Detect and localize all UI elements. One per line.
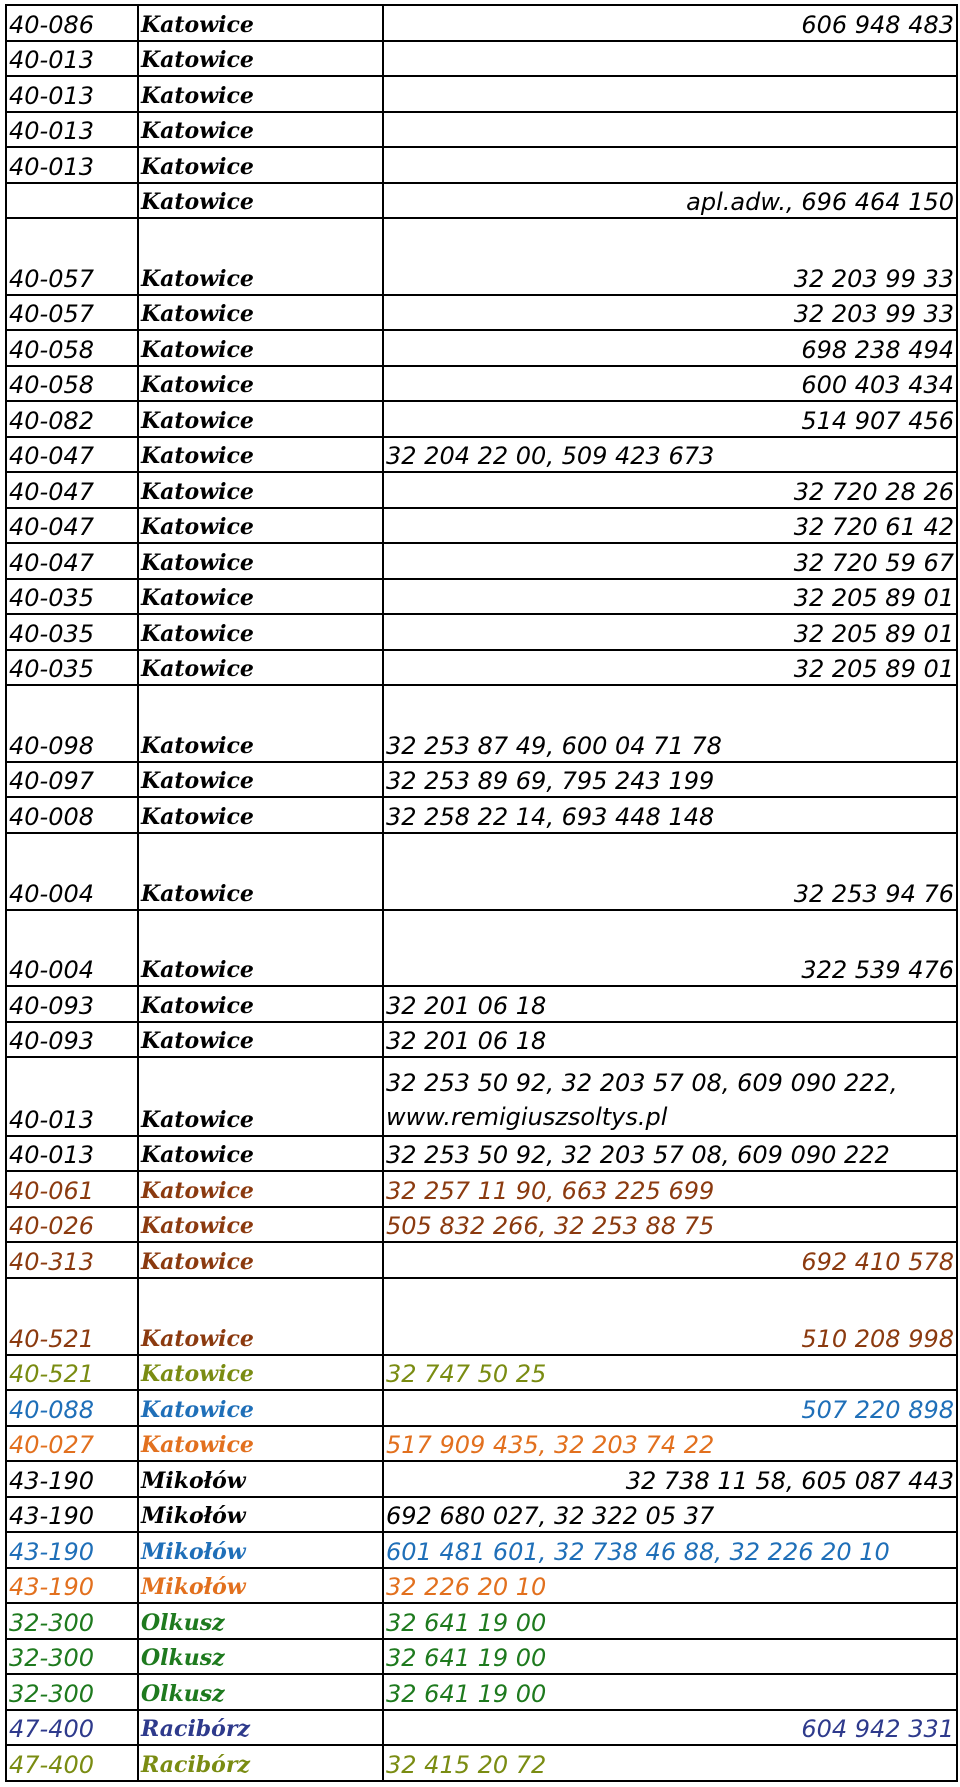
phone-cell: 606 948 483: [383, 5, 957, 41]
city-cell: Mikołów: [138, 1532, 383, 1568]
table-row: [6, 1639, 957, 1675]
phone-cell: 698 238 494: [383, 330, 957, 366]
table-row: [6, 5, 957, 41]
phone-cell: 32 203 99 33: [383, 295, 957, 331]
table-row: [6, 833, 957, 910]
table-row: [6, 614, 957, 650]
city-cell: Racibórz: [138, 1745, 383, 1781]
city-cell: Katowice: [138, 650, 383, 686]
table-row: [6, 762, 957, 798]
city-cell: Katowice: [138, 1426, 383, 1462]
city-cell: Katowice: [138, 986, 383, 1022]
postal-code-cell: 40-313: [6, 1242, 138, 1278]
city-cell: Katowice: [138, 41, 383, 77]
city-cell: Katowice: [138, 1057, 383, 1136]
table-row: [6, 797, 957, 833]
postal-code-cell: 47-400: [6, 1710, 138, 1746]
table-row: [6, 1745, 957, 1781]
city-cell: Katowice: [138, 1171, 383, 1207]
postal-code-cell: 40-057: [6, 295, 138, 331]
city-cell: Katowice: [138, 112, 383, 148]
postal-code-cell: 40-047: [6, 543, 138, 579]
postal-code-cell: 40-035: [6, 579, 138, 615]
phone-cell: 507 220 898: [383, 1390, 957, 1426]
phone-cell: 32 201 06 18: [383, 986, 957, 1022]
postal-code-cell: 40-082: [6, 401, 138, 437]
postal-code-cell: 40-521: [6, 1278, 138, 1355]
postal-code-cell: 40-098: [6, 685, 138, 762]
postal-code-cell: 40-047: [6, 472, 138, 508]
city-cell: Katowice: [138, 147, 383, 183]
phone-cell: 32 415 20 72: [383, 1745, 957, 1781]
phone-cell: 32 204 22 00, 509 423 673: [383, 437, 957, 473]
city-cell: Katowice: [138, 366, 383, 402]
phone-cell: 32 720 28 26: [383, 472, 957, 508]
table-row: [6, 1568, 957, 1604]
table-row: [6, 685, 957, 762]
table-row: [6, 1355, 957, 1391]
table-row: [6, 1497, 957, 1533]
table-row: [6, 112, 957, 148]
city-cell: Olkusz: [138, 1674, 383, 1710]
postal-code-cell: 40-086: [6, 5, 138, 41]
table-row: [6, 1710, 957, 1746]
table-row: [6, 650, 957, 686]
postal-code-cell: 40-027: [6, 1426, 138, 1462]
postal-code-cell: 40-004: [6, 910, 138, 987]
postal-code-cell: 32-300: [6, 1674, 138, 1710]
city-cell: Katowice: [138, 330, 383, 366]
phone-cell: 32 720 59 67: [383, 543, 957, 579]
postal-code-cell: 40-013: [6, 112, 138, 148]
postal-code-cell: 40-057: [6, 218, 138, 295]
phone-cell: 32 257 11 90, 663 225 699: [383, 1171, 957, 1207]
phone-cell: 32 226 20 10: [383, 1568, 957, 1604]
phone-cell: 514 907 456: [383, 401, 957, 437]
city-cell: Katowice: [138, 910, 383, 987]
city-cell: Katowice: [138, 579, 383, 615]
city-cell: Katowice: [138, 797, 383, 833]
city-cell: Katowice: [138, 762, 383, 798]
postal-code-cell: [6, 183, 138, 219]
phone-cell: 32 641 19 00: [383, 1674, 957, 1710]
city-cell: Katowice: [138, 1390, 383, 1426]
postal-code-cell: 40-035: [6, 614, 138, 650]
table-row: [6, 401, 957, 437]
table-row: [6, 295, 957, 331]
phone-cell: 32 738 11 58, 605 087 443: [383, 1461, 957, 1497]
city-cell: Mikołów: [138, 1461, 383, 1497]
table-row: [6, 1461, 957, 1497]
postal-code-cell: 43-190: [6, 1532, 138, 1568]
table-row: [6, 218, 957, 295]
postal-code-cell: 40-097: [6, 762, 138, 798]
city-cell: Katowice: [138, 1242, 383, 1278]
postal-code-cell: 40-026: [6, 1207, 138, 1243]
postal-code-cell: 43-190: [6, 1568, 138, 1604]
table-row: [6, 1022, 957, 1058]
table-row: [6, 1532, 957, 1568]
postal-code-cell: 40-013: [6, 41, 138, 77]
postal-code-cell: 40-008: [6, 797, 138, 833]
table-row: [6, 508, 957, 544]
city-cell: Racibórz: [138, 1710, 383, 1746]
table-row: [6, 183, 957, 219]
city-cell: Katowice: [138, 295, 383, 331]
city-cell: Mikołów: [138, 1497, 383, 1533]
phone-cell: apl.adw., 696 464 150: [383, 183, 957, 219]
postal-code-cell: 40-013: [6, 147, 138, 183]
postal-code-cell: 40-088: [6, 1390, 138, 1426]
postal-code-cell: 47-400: [6, 1745, 138, 1781]
table-row: [6, 986, 957, 1022]
city-cell: Katowice: [138, 1136, 383, 1172]
postal-code-cell: 40-047: [6, 508, 138, 544]
postal-code-cell: 40-004: [6, 833, 138, 910]
postal-code-cell: 32-300: [6, 1603, 138, 1639]
phone-cell: 322 539 476: [383, 910, 957, 987]
city-cell: Katowice: [138, 437, 383, 473]
city-cell: Katowice: [138, 5, 383, 41]
table-row: [6, 366, 957, 402]
phone-cell: 32 720 61 42: [383, 508, 957, 544]
table-row: [6, 1426, 957, 1462]
postal-code-cell: 40-521: [6, 1355, 138, 1391]
phone-cell: 32 641 19 00: [383, 1603, 957, 1639]
table-row: [6, 1057, 957, 1136]
phone-cell: 32 205 89 01: [383, 614, 957, 650]
postal-code-cell: 32-300: [6, 1639, 138, 1675]
table-row: [6, 76, 957, 112]
phone-cell: 32 203 99 33: [383, 218, 957, 295]
city-cell: Katowice: [138, 685, 383, 762]
phone-cell: 517 909 435, 32 203 74 22: [383, 1426, 957, 1462]
phone-cell: 32 258 22 14, 693 448 148: [383, 797, 957, 833]
city-cell: Mikołów: [138, 1568, 383, 1604]
table-row: [6, 1278, 957, 1355]
postal-code-cell: 40-058: [6, 366, 138, 402]
phone-cell: 32 253 50 92, 32 203 57 08, 609 090 222: [383, 1136, 957, 1172]
phone-cell: 32 253 50 92, 32 203 57 08, 609 090 222, www.remigiuszsoltys.pl: [383, 1057, 957, 1136]
phone-cell: [383, 76, 957, 112]
postal-code-cell: 43-190: [6, 1497, 138, 1533]
table-row: [6, 543, 957, 579]
city-cell: Katowice: [138, 1207, 383, 1243]
city-cell: Katowice: [138, 1355, 383, 1391]
postal-code-cell: 40-047: [6, 437, 138, 473]
table-row: [6, 579, 957, 615]
city-cell: Katowice: [138, 543, 383, 579]
phone-cell: 32 747 50 25: [383, 1355, 957, 1391]
table-row: [6, 1171, 957, 1207]
table-row: [6, 1242, 957, 1278]
table-row: [6, 910, 957, 987]
city-cell: Katowice: [138, 183, 383, 219]
phone-cell: [383, 41, 957, 77]
phone-cell: 32 253 89 69, 795 243 199: [383, 762, 957, 798]
table-row: [6, 472, 957, 508]
address-table: [5, 4, 958, 1782]
phone-cell: 601 481 601, 32 738 46 88, 32 226 20 10: [383, 1532, 957, 1568]
phone-cell: 692 410 578: [383, 1242, 957, 1278]
phone-cell: 32 253 87 49, 600 04 71 78: [383, 685, 957, 762]
table-row: [6, 1603, 957, 1639]
city-cell: Katowice: [138, 218, 383, 295]
city-cell: Katowice: [138, 1022, 383, 1058]
phone-cell: 32 253 94 76: [383, 833, 957, 910]
city-cell: Katowice: [138, 614, 383, 650]
table-row: [6, 1136, 957, 1172]
phone-cell: 505 832 266, 32 253 88 75: [383, 1207, 957, 1243]
phone-cell: [383, 112, 957, 148]
table-row: [6, 1207, 957, 1243]
postal-code-cell: 40-093: [6, 1022, 138, 1058]
address-table-body: [6, 5, 957, 1781]
postal-code-cell: 43-190: [6, 1461, 138, 1497]
phone-cell: [383, 147, 957, 183]
postal-code-cell: 40-058: [6, 330, 138, 366]
city-cell: Katowice: [138, 833, 383, 910]
city-cell: Olkusz: [138, 1639, 383, 1675]
phone-cell: 32 205 89 01: [383, 579, 957, 615]
phone-cell: 600 403 434: [383, 366, 957, 402]
phone-cell: 510 208 998: [383, 1278, 957, 1355]
city-cell: Katowice: [138, 76, 383, 112]
table-row: [6, 1390, 957, 1426]
city-cell: Katowice: [138, 472, 383, 508]
postal-code-cell: 40-093: [6, 986, 138, 1022]
table-row: [6, 437, 957, 473]
phone-cell: 32 201 06 18: [383, 1022, 957, 1058]
postal-code-cell: 40-013: [6, 76, 138, 112]
phone-cell: 692 680 027, 32 322 05 37: [383, 1497, 957, 1533]
postal-code-cell: 40-013: [6, 1057, 138, 1136]
phone-cell: 32 205 89 01: [383, 650, 957, 686]
postal-code-cell: 40-061: [6, 1171, 138, 1207]
city-cell: Katowice: [138, 508, 383, 544]
city-cell: Olkusz: [138, 1603, 383, 1639]
table-row: [6, 330, 957, 366]
phone-cell: 604 942 331: [383, 1710, 957, 1746]
phone-cell: 32 641 19 00: [383, 1639, 957, 1675]
city-cell: Katowice: [138, 401, 383, 437]
table-row: [6, 1674, 957, 1710]
postal-code-cell: 40-013: [6, 1136, 138, 1172]
table-row: [6, 41, 957, 77]
city-cell: Katowice: [138, 1278, 383, 1355]
postal-code-cell: 40-035: [6, 650, 138, 686]
table-row: [6, 147, 957, 183]
